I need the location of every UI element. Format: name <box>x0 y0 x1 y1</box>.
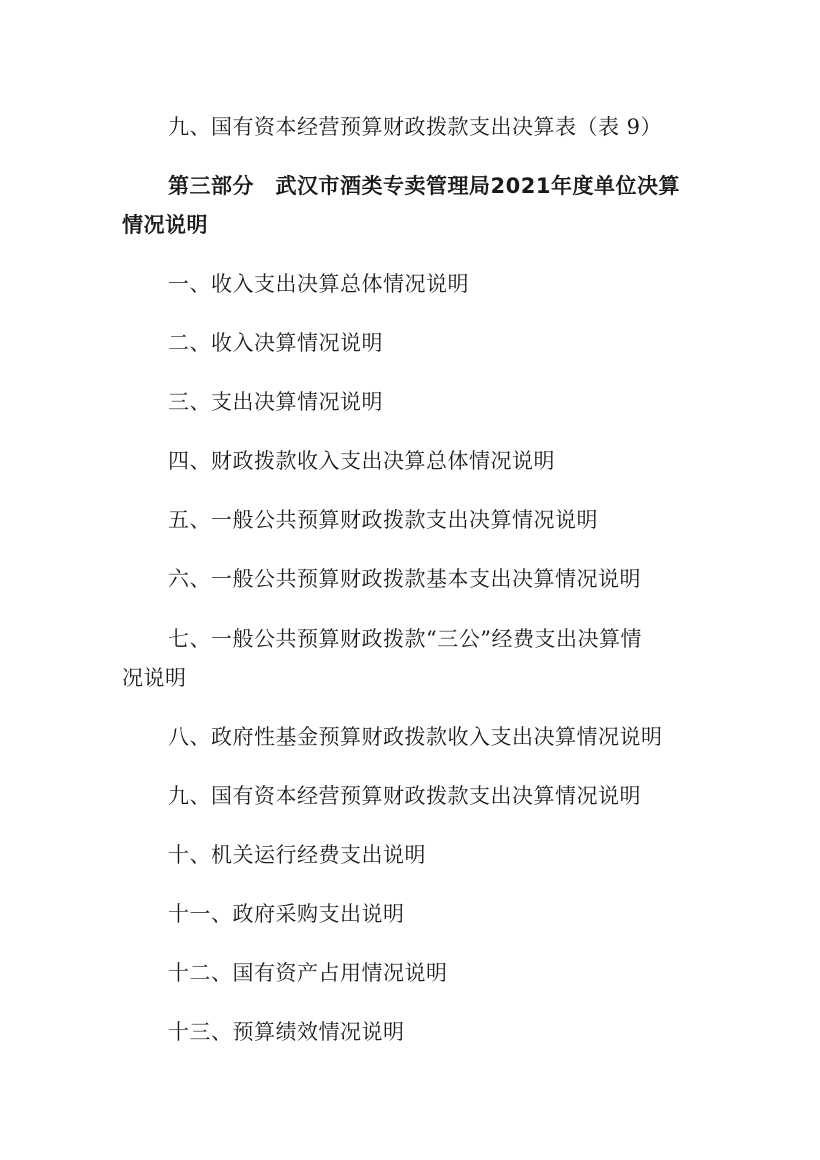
toc-item-8: 八、政府性基金预算财政拨款收入支出决算情况说明 <box>168 725 663 749</box>
toc-item-10: 十、机关运行经费支出说明 <box>168 843 426 867</box>
toc-item-11: 十一、政府采购支出说明 <box>168 902 405 926</box>
toc-item-4: 四、财政拨款收入支出决算总体情况说明 <box>168 449 555 473</box>
toc-item-6: 六、一般公共预算财政拨款基本支出决算情况说明 <box>168 567 641 591</box>
section-heading-part-3: 第三部分 武汉市酒类专卖管理局2021年度单位决算 <box>168 174 680 198</box>
toc-item-13: 十三、预算绩效情况说明 <box>168 1020 405 1044</box>
toc-item-12: 十二、国有资产占用情况说明 <box>168 961 448 985</box>
toc-item-5: 五、一般公共预算财政拨款支出决算情况说明 <box>168 508 598 532</box>
toc-item-1: 一、收入支出决算总体情况说明 <box>168 272 469 296</box>
toc-item-7: 七、一般公共预算财政拨款“三公”经费支出决算情 <box>168 627 642 651</box>
toc-item-table-9: 九、国有资本经营预算财政拨款支出决算表（表 9） <box>168 115 663 139</box>
toc-item-7-continued: 况说明 <box>122 666 187 690</box>
toc-item-2: 二、收入决算情况说明 <box>168 331 383 355</box>
toc-item-3: 三、支出决算情况说明 <box>168 390 383 414</box>
toc-item-9: 九、国有资本经营预算财政拨款支出决算情况说明 <box>168 784 641 808</box>
section-heading-part-3-continued: 情况说明 <box>122 213 208 237</box>
